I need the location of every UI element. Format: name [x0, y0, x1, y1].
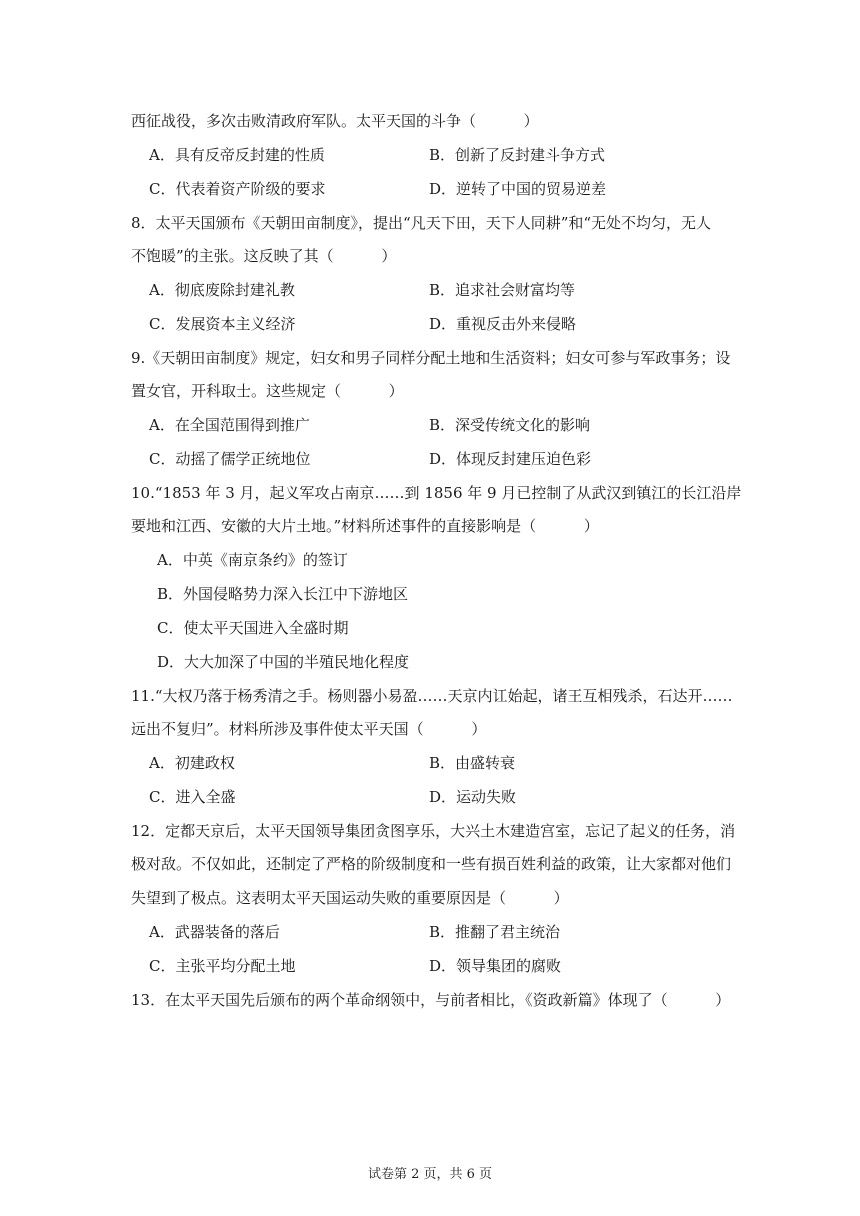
q11-stem-line: 11.“大权乃落于杨秀清之手。杨则器小易盈……天京内讧始起，诸王互相残杀，石达开……: [131, 687, 733, 705]
q7-option-c: C．代表着资产阶级的要求: [149, 180, 326, 198]
q7-option-b: B．创新了反封建斗争方式: [429, 146, 606, 164]
q8-option-a: A．彻底废除封建礼教: [149, 281, 295, 299]
q10-option-d: D．大大加深了中国的半殖民地化程度: [157, 653, 410, 671]
q12-stem-line: 极对敌。不仅如此，还制定了严格的阶级制度和一些有损百姓利益的政策，让大家都对他们: [131, 855, 732, 873]
q12-option-c: C．主张平均分配土地: [149, 957, 296, 975]
q12-stem-line: 失望到了极点。这表明太平天国运动失败的重要原因是（ ）: [131, 889, 569, 907]
q8-option-c: C．发展资本主义经济: [149, 315, 296, 333]
q12-option-d: D．领导集团的腐败: [429, 957, 562, 975]
q13-stem-line: 13．在太平天国先后颁布的两个革命纲领中，与前者相比，《资政新篇》体现了（ ）: [131, 991, 731, 1009]
q11-option-c: C．进入全盛: [149, 788, 236, 806]
q9-option-c: C．动摇了儒学正统地位: [149, 450, 311, 468]
q8-stem-line: 8．太平天国颁布《天朝田亩制度》，提出“凡天下田，天下人同耕”和“无处不均匀，无人: [131, 214, 712, 232]
q9-stem-line: 置女官，开科取士。这些规定（ ）: [131, 382, 404, 400]
q11-option-d: D．运动失败: [429, 788, 517, 806]
q10-option-a: A．中英《南京条约》的签订: [157, 551, 348, 569]
q10-stem-line: 10.“1853 年 3 月，起义军攻占南京……到 1856 年 9 月已控制了从武汉到镇江的长江沿岸: [131, 484, 742, 502]
q10-option-b: B．外国侵略势力深入长江中下游地区: [157, 585, 409, 603]
q9-option-d: D．体现反封建压迫色彩: [429, 450, 592, 468]
q12-stem-line: 12．定都天京后，太平天国领导集团贪图享乐，大兴土木建造宫室，忘记了起义的任务，消: [131, 822, 736, 840]
q10-option-c: C．使太平天国进入全盛时期: [157, 619, 349, 637]
q9-option-b: B．深受传统文化的影响: [429, 416, 591, 434]
q7-stem-line: 西征战役，多次击败清政府军队。太平天国的斗争（ ）: [131, 112, 539, 130]
q9-stem-line: 9.《天朝田亩制度》规定，妇女和男子同样分配土地和生活资料；妇女可参与军政事务；设: [131, 349, 731, 367]
q8-option-d: D．重视反击外来侵略: [429, 315, 577, 333]
q11-option-b: B．由盛转衰: [429, 754, 516, 772]
q7-option-a: A．具有反帝反封建的性质: [149, 146, 325, 164]
q11-option-a: A．初建政权: [149, 754, 235, 772]
page-footer: 试卷第 2 页，共 6 页: [367, 1167, 493, 1182]
q8-stem-line: 不饱暖”的主张。这反映了其（ ）: [131, 247, 397, 265]
q9-option-a: A．在全国范围得到推广: [149, 416, 310, 434]
q11-stem-line: 远出不复归”。材料所涉及事件使太平天国（ ）: [131, 720, 487, 738]
q7-option-d: D．逆转了中国的贸易逆差: [429, 180, 607, 198]
q8-option-b: B．追求社会财富均等: [429, 281, 576, 299]
q12-option-a: A．武器装备的落后: [149, 923, 280, 941]
q10-stem-line: 要地和江西、安徽的大片土地。”材料所述事件的直接影响是（ ）: [131, 517, 599, 535]
q12-option-b: B．推翻了君主统治: [429, 923, 561, 941]
